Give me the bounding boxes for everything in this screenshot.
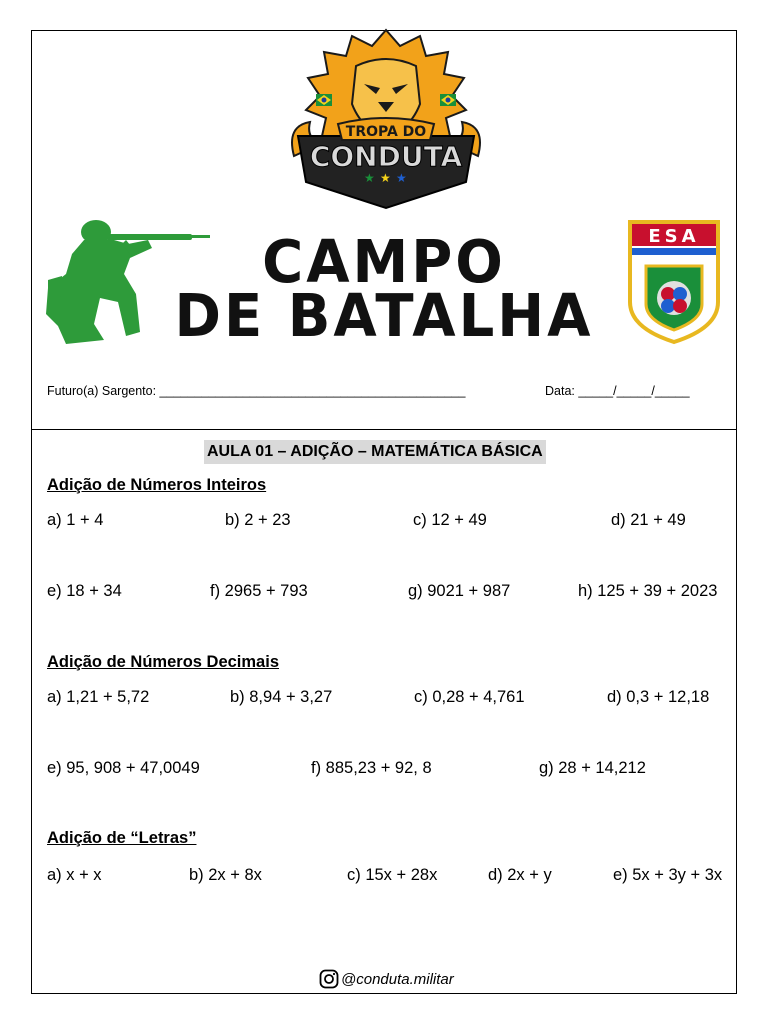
student-name-field: Futuro(a) Sargento: ____________________________________________ — [47, 384, 466, 398]
date-field: Data: _____/_____/_____ — [545, 384, 690, 398]
exercise-item: f) 885,23 + 92, 8 — [311, 759, 432, 777]
section-heading-integers: Adição de Números Inteiros — [47, 476, 267, 494]
esa-badge — [626, 218, 722, 346]
exercise-item: c) 0,28 + 4,761 — [414, 688, 525, 706]
exercise-item: d) 21 + 49 — [611, 511, 686, 529]
tropa-do-conduta-logo — [280, 26, 492, 212]
exercise-item: e) 95, 908 + 47,0049 — [47, 759, 200, 777]
svg-text:★: ★ — [364, 171, 375, 185]
section-heading-letters: Adição de “Letras” — [47, 829, 197, 847]
exercise-item: h) 125 + 39 + 2023 — [578, 582, 718, 600]
exercise-item: g) 28 + 14,212 — [539, 759, 646, 777]
footer — [319, 969, 454, 989]
exercise-item: e) 5x + 3y + 3x — [613, 866, 723, 884]
title-line1: CAMPO — [262, 228, 506, 297]
svg-text:★: ★ — [380, 171, 391, 185]
svg-text:★: ★ — [396, 171, 407, 185]
exercise-item: d) 0,3 + 12,18 — [607, 688, 710, 706]
star-icons — [364, 171, 407, 185]
exercise-item: a) x + x — [47, 866, 102, 884]
exercise-item: b) 2x + 8x — [189, 866, 262, 884]
exercise-item: d) 2x + y — [488, 866, 552, 884]
exercise-item: b) 2 + 23 — [225, 511, 291, 529]
exercise-item: a) 1 + 4 — [47, 511, 104, 529]
logo-line1: TROPA DO — [345, 124, 427, 140]
exercise-item: f) 2965 + 793 — [210, 582, 308, 600]
exercise-item: c) 12 + 49 — [413, 511, 487, 529]
exercise-item: g) 9021 + 987 — [408, 582, 511, 600]
exercise-item: e) 18 + 34 — [47, 582, 122, 600]
exercise-item: b) 8,94 + 3,27 — [230, 688, 333, 706]
lesson-title: AULA 01 – ADIÇÃO – MATEMÁTICA BÁSICA — [204, 440, 546, 464]
exercise-item: c) 15x + 28x — [347, 866, 438, 884]
title-line2: DE BATALHA — [174, 282, 594, 351]
logo-line2: CONDUTA — [309, 140, 463, 173]
exercise-item: a) 1,21 + 5,72 — [47, 688, 150, 706]
esa-text: ESA — [648, 226, 700, 247]
instagram-handle: @conduta.militar — [341, 970, 454, 988]
header-divider — [31, 429, 737, 430]
section-heading-decimals: Adição de Números Decimais — [47, 653, 279, 671]
instagram-icon — [319, 969, 339, 989]
